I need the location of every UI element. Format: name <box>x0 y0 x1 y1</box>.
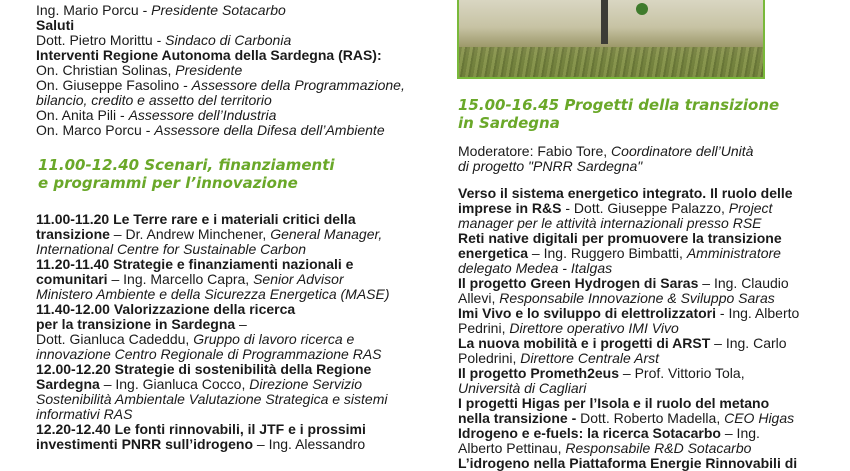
speaker-role: Presidente Sotacarbo <box>151 2 286 18</box>
talk-title: La nuova mobilità e i progetti di ARST <box>458 335 711 351</box>
speaker-name: – Prof. Vittorio Tola, <box>619 365 745 381</box>
text-line <box>36 362 390 377</box>
text-line <box>36 257 390 272</box>
talk-title: 11.00-11.20 Le Terre rare e i materiali critici della <box>36 211 356 227</box>
text-line <box>458 411 799 426</box>
talk-title: 11.20-11.40 Strategie e finanziamenti nazionali e <box>36 256 354 272</box>
speaker-role: Coordinatore dell’Unità <box>611 143 754 159</box>
talk-title: Verso il sistema energetico integrato. Il ruolo delle <box>458 185 793 201</box>
text-line <box>458 441 799 456</box>
text-line <box>36 332 390 347</box>
text-line <box>458 426 799 441</box>
speaker-role: Università di Cagliari <box>458 380 587 396</box>
speaker-role: manager per le attività internazionali presso RSE <box>458 215 762 231</box>
speaker-role: Project <box>728 200 773 216</box>
speaker-role: Presidente <box>175 62 243 78</box>
talk-title: comunitari <box>36 271 108 287</box>
talk-title: 12.20-12.40 Le fonti rinnovabili, il JTF e i prossimi <box>36 421 366 437</box>
speaker-name: – Ing. Carlo <box>710 335 787 351</box>
speaker-role: innovazione Centro Regionale di Programmazione RAS <box>36 346 382 362</box>
text-line <box>458 351 799 366</box>
morning-program-list <box>36 212 390 452</box>
speaker-name: – Ing. Claudio <box>698 275 789 291</box>
text-line <box>458 246 799 261</box>
speaker-role: Assessore della Programmazione, <box>191 77 405 93</box>
speaker-name: – Ing. Alessandro <box>253 436 366 452</box>
speaker-name: On. Marco Porcu - <box>36 122 155 138</box>
photo-foliage <box>636 3 648 15</box>
speaker-name: – Dr. Andrew Minchener, <box>109 226 271 242</box>
speaker-name: – <box>235 316 247 332</box>
text-line <box>458 306 799 321</box>
speaker-role: Assessore dell’Industria <box>128 107 277 123</box>
text-line <box>36 227 390 242</box>
talk-title: Sardegna <box>36 376 100 392</box>
text-line <box>36 272 390 287</box>
text-line <box>36 3 405 18</box>
speaker-name: – Ing. Gianluca Cocco, <box>99 376 250 392</box>
text-line <box>36 18 405 33</box>
speaker-name: Poledrini, <box>458 350 521 366</box>
talk-title: Imi Vivo e lo sviluppo di elettrolizzatori <box>458 305 717 321</box>
speaker-role: Senior Advisor <box>253 271 344 287</box>
section-title-line: e programmi per l’innovazione <box>38 174 298 192</box>
text-line <box>458 159 753 174</box>
speaker-role: informativi RAS <box>36 406 133 422</box>
text-line <box>36 123 405 138</box>
speaker-role: Amministratore <box>686 245 781 261</box>
speaker-name: Ing. Mario Porcu - <box>36 2 152 18</box>
text-line <box>36 48 405 63</box>
speaker-role: Sindaco di Carbonia <box>165 32 292 48</box>
talk-title: I progetti Higas per l’Isola e il ruolo del metano <box>458 395 770 411</box>
text-line <box>458 144 753 159</box>
text-line <box>36 347 390 362</box>
text-line <box>36 302 390 317</box>
section-title-scenari <box>38 156 335 192</box>
text-line <box>458 261 799 276</box>
text-line <box>458 321 799 336</box>
text-line <box>458 396 799 411</box>
section-title-line: 11.00-12.40 Scenari, finanziamenti <box>38 156 335 174</box>
text-line <box>36 242 390 257</box>
speaker-name: – Ing. Marcello Capra, <box>107 271 254 287</box>
section-title-progetti <box>458 96 779 132</box>
talk-title: Il progetto Prometh2eus <box>458 365 620 381</box>
talk-title: Saluti <box>36 17 75 33</box>
speaker-role: Direttore operativo IMI Vivo <box>509 320 679 336</box>
text-line <box>458 291 799 306</box>
talk-title: imprese in R&S <box>458 200 562 216</box>
text-line <box>36 392 390 407</box>
text-line <box>36 93 405 108</box>
text-line <box>36 407 390 422</box>
text-line <box>458 186 799 201</box>
talk-title: energetica <box>458 245 529 261</box>
talk-title: Reti native digitali per promuovere la transizione <box>458 230 782 246</box>
talk-title: L’idrogeno nella Piattaforma Energie Rinnovabili di <box>458 455 798 471</box>
speaker-name: Dott. Roberto Madella, <box>576 410 725 426</box>
moderator-block <box>458 144 753 174</box>
text-line <box>36 377 390 392</box>
opening-session-list <box>36 3 405 138</box>
photo-grass <box>459 47 763 77</box>
speaker-name: On. Giuseppe Fasolino - <box>36 77 192 93</box>
text-line <box>36 437 390 452</box>
speaker-name: – Ing. Ruggero Bimbatti, <box>528 245 687 261</box>
speaker-role: International Centre for Sustainable Carbon <box>36 241 307 257</box>
speaker-role: Responsabile Innovazione & Sviluppo Saras <box>499 290 775 306</box>
section-title-line: 15.00-16.45 Progetti della transizione <box>458 96 780 114</box>
speaker-name: - Dott. Giuseppe Palazzo, <box>561 200 729 216</box>
text-line <box>458 456 799 471</box>
speaker-name: – Ing. <box>720 425 760 441</box>
text-line <box>36 287 390 302</box>
text-line <box>458 276 799 291</box>
text-line <box>36 422 390 437</box>
text-line <box>36 108 405 123</box>
talk-title: Il progetto Green Hydrogen di Saras <box>458 275 699 291</box>
text-line <box>36 33 405 48</box>
speaker-role: Sostenibilità Ambientale Valutazione Strategica e sistemi <box>36 391 388 407</box>
speaker-role: Responsabile R&D Sotacarbo <box>565 440 752 456</box>
text-line <box>36 317 390 332</box>
talk-title: nella transizione - <box>458 410 577 426</box>
talk-title: investimenti PNRR sull’idrogeno <box>36 436 254 452</box>
speaker-name: On. Christian Solinas, <box>36 62 176 78</box>
speaker-role: bilancio, credito e assetto del territorio <box>36 92 272 108</box>
talk-title: 12.00-12.20 Strategie di sostenibilità della Regione <box>36 361 372 377</box>
photo-pole <box>601 0 608 44</box>
text-line <box>36 212 390 227</box>
talk-title: Idrogeno e e-fuels: la ricerca Sotacarbo <box>458 425 721 441</box>
talk-title: transizione <box>36 226 110 242</box>
speaker-name: Pedrini, <box>458 320 510 336</box>
talk-title: per la transizione in Sardegna <box>36 316 236 332</box>
text-line <box>458 336 799 351</box>
speaker-name: - Ing. Alberto <box>716 305 800 321</box>
text-line <box>36 78 405 93</box>
text-line <box>458 366 799 381</box>
speaker-role: di progetto "PNRR Sardegna" <box>458 158 643 174</box>
speaker-role: Gruppo di lavoro ricerca e <box>193 331 355 347</box>
text-line <box>458 216 799 231</box>
text-line <box>458 381 799 396</box>
text-line <box>36 63 405 78</box>
speaker-role: General Manager, <box>270 226 383 242</box>
section-title-line: in Sardegna <box>458 114 560 132</box>
talk-title: 11.40-12.00 Valorizzazione della ricerca <box>36 301 296 317</box>
speaker-name: Dott. Pietro Morittu - <box>36 32 166 48</box>
speaker-name: Dott. Gianluca Cadeddu, <box>36 331 194 347</box>
speaker-role: Assessore della Difesa dell’Ambiente <box>154 122 385 138</box>
speaker-role: Direzione Servizio <box>249 376 363 392</box>
speaker-role: delegato Medea - Italgas <box>458 260 613 276</box>
speaker-name: Moderatore: Fabio Tore, <box>458 143 612 159</box>
text-line <box>458 201 799 216</box>
event-photo <box>457 0 765 79</box>
text-line <box>458 231 799 246</box>
speaker-role: Ministero Ambiente e della Sicurezza Energetica (MASE) <box>36 286 390 302</box>
speaker-name: Allevi, <box>458 290 500 306</box>
afternoon-program-list <box>458 186 799 471</box>
speaker-name: On. Anita Pili - <box>36 107 129 123</box>
talk-title: Interventi Regione Autonoma della Sardegna (RAS): <box>36 47 382 63</box>
speaker-role: CEO Higas <box>724 410 795 426</box>
speaker-role: Direttore Centrale Arst <box>520 350 660 366</box>
speaker-name: Alberto Pettinau, <box>458 440 566 456</box>
